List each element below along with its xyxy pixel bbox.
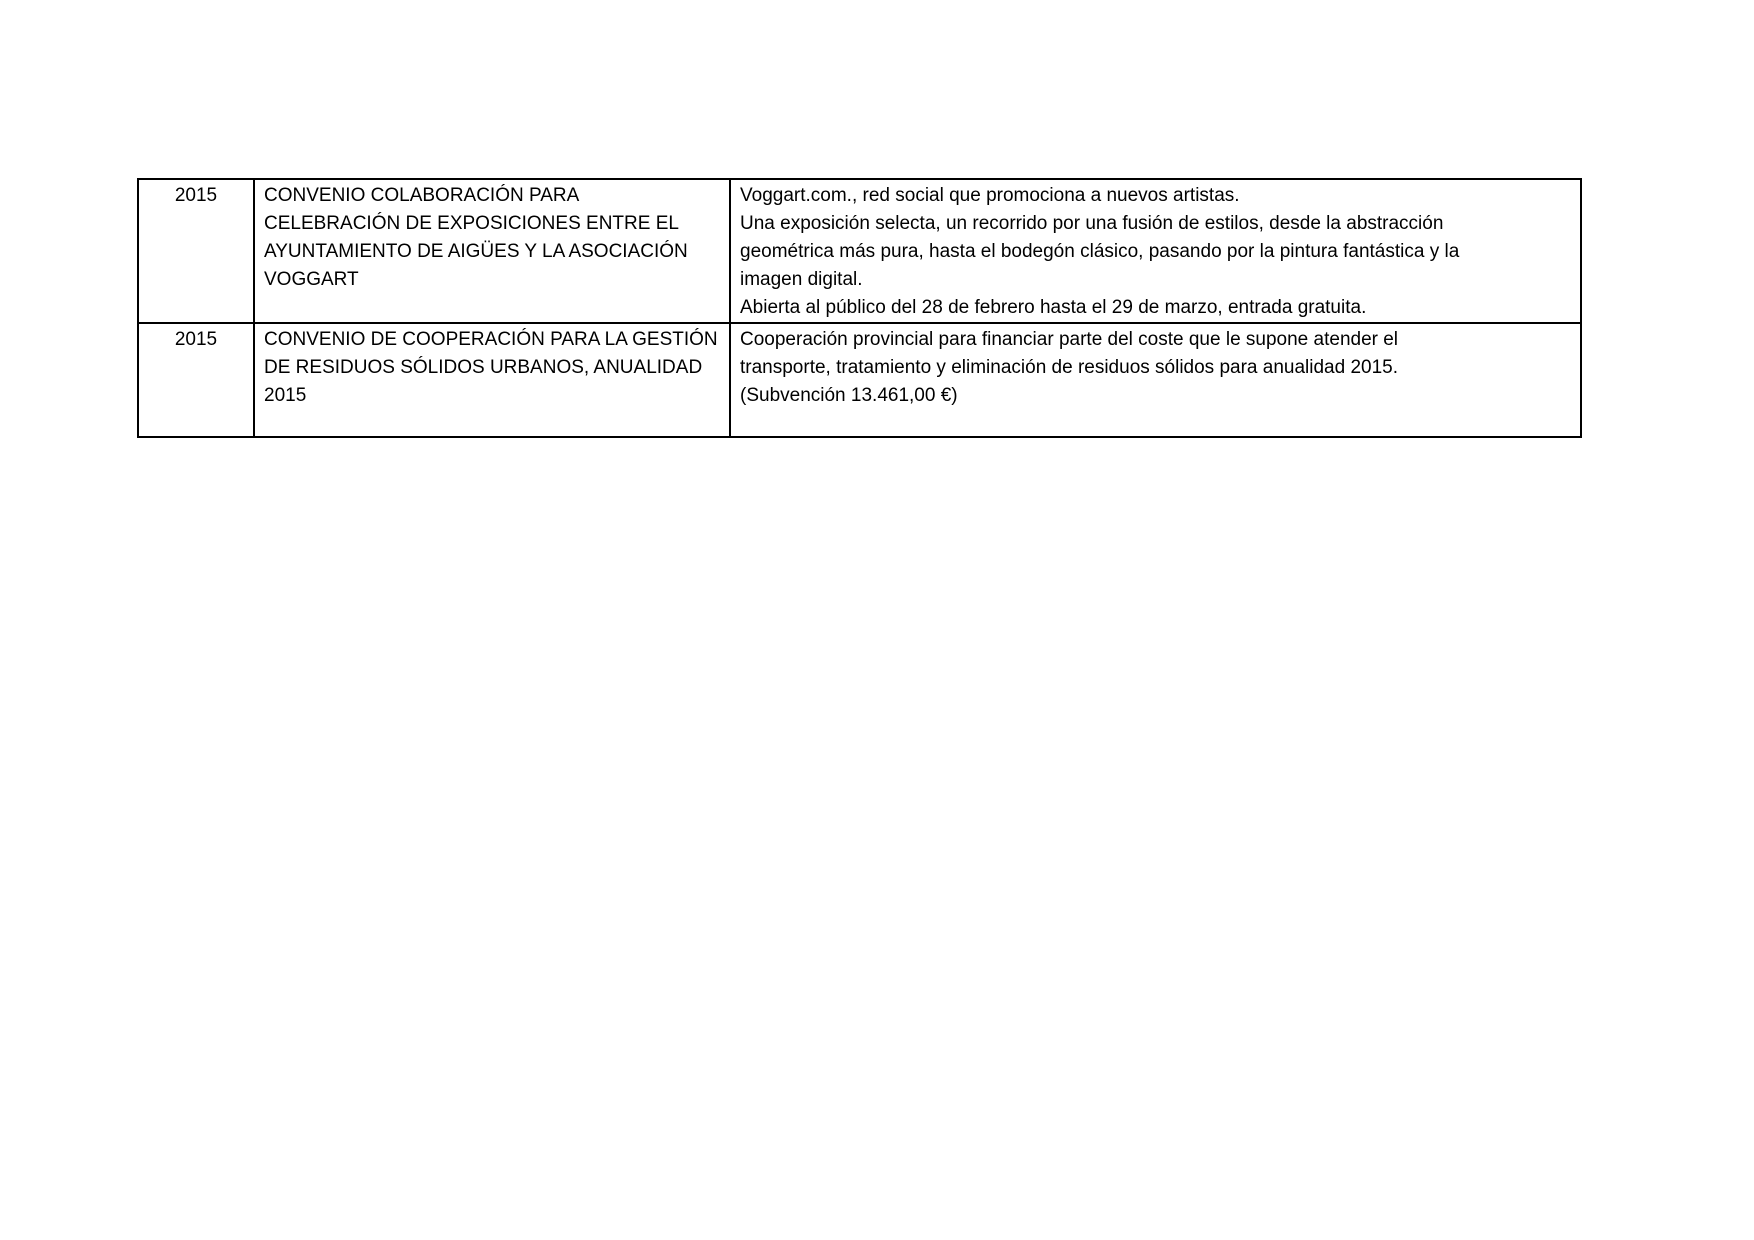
title-line: CONVENIO COLABORACIÓN PARA — [264, 185, 580, 206]
description-line: imagen digital. — [740, 269, 863, 290]
title-line: 2015 — [264, 385, 307, 406]
description-line: Abierta al público del 28 de febrero hasta el 29 de marzo, entrada gratuita. — [740, 297, 1367, 318]
title-line: VOGGART — [264, 269, 359, 290]
description-line: Una exposición selecta, un recorrido por una fusión de estilos, desde la abstracción — [740, 213, 1444, 234]
year-cell — [138, 323, 254, 437]
title-line: CELEBRACIÓN DE EXPOSICIONES ENTRE EL — [264, 213, 679, 234]
description-line: geométrica más pura, hasta el bodegón clásico, pasando por la pintura fantástica y la — [740, 241, 1460, 262]
year-cell — [138, 179, 254, 323]
description-line: (Subvención 13.461,00 €) — [740, 385, 958, 406]
year-text: 2015 — [174, 185, 218, 206]
title-cell — [254, 179, 730, 323]
title-line: DE RESIDUOS SÓLIDOS URBANOS, ANUALIDAD — [264, 357, 703, 378]
description-line: transporte, tratamiento y eliminación de residuos sólidos para anualidad 2015. — [740, 357, 1399, 378]
title-line: AYUNTAMIENTO DE AIGÜES Y LA ASOCIACIÓN — [264, 241, 688, 262]
table-row — [138, 179, 1581, 323]
table-row — [138, 323, 1581, 437]
description-line: Cooperación provincial para financiar parte del coste que le supone atender el — [740, 329, 1399, 350]
description-cell — [730, 179, 1581, 323]
title-line: CONVENIO DE COOPERACIÓN PARA LA GESTIÓN — [264, 329, 718, 350]
description-cell — [730, 323, 1581, 437]
year-text: 2015 — [174, 329, 218, 350]
description-line: Voggart.com., red social que promociona a nuevos artistas. — [740, 185, 1240, 206]
title-cell — [254, 323, 730, 437]
agreements-table — [137, 178, 1582, 438]
